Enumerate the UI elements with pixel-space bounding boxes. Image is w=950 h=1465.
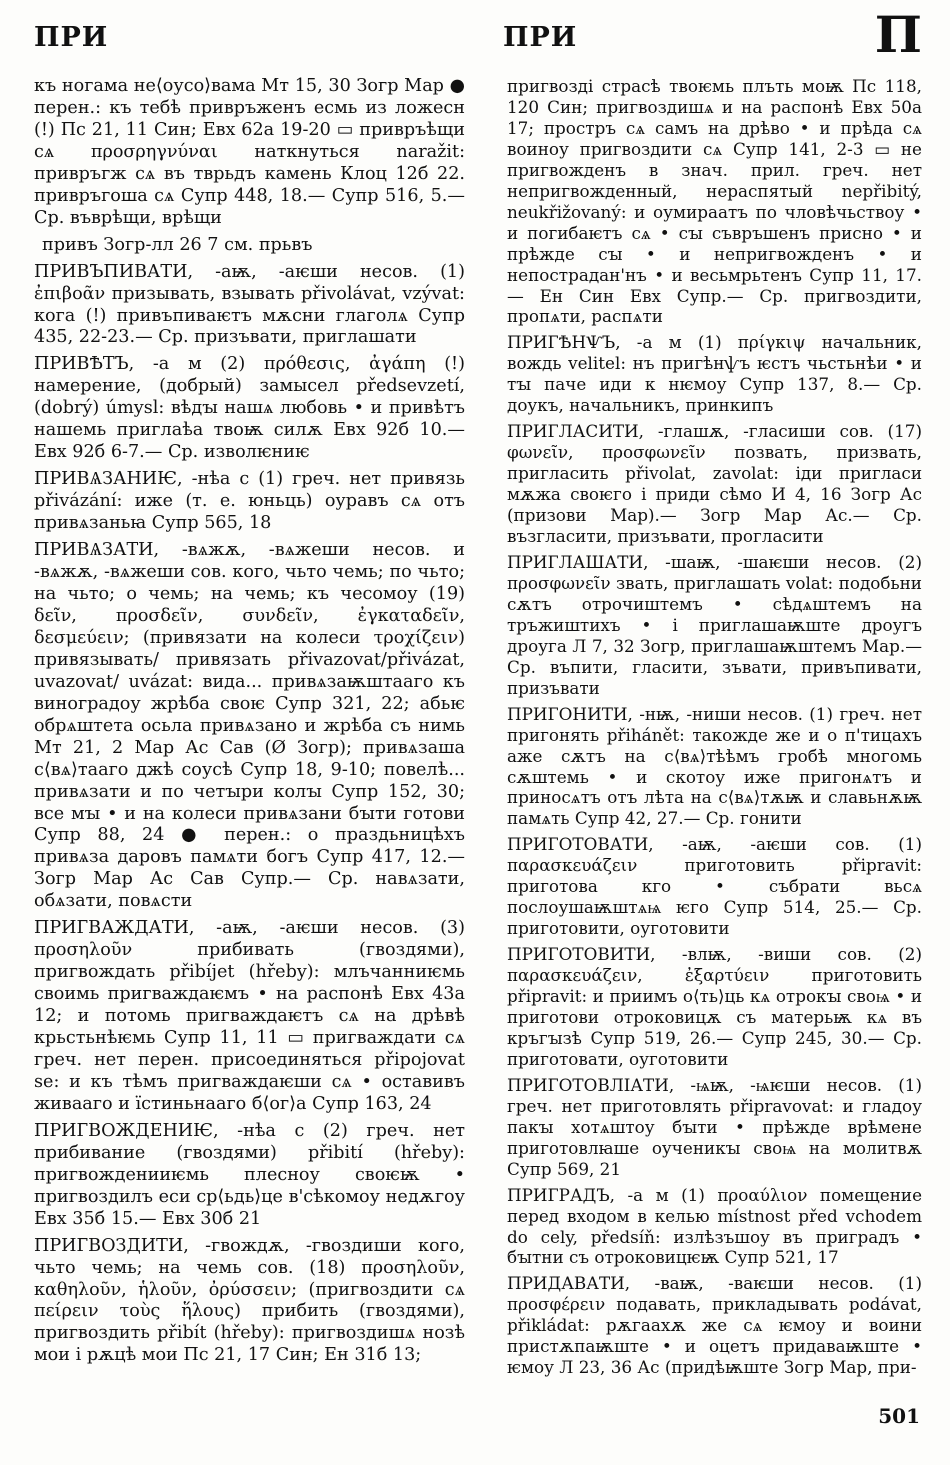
entry-text: ПРИГОТОВЛІАТИ, -ѩѭ, -ѩѥши несов. (1) греч. нет приготовлять připravovat: и гладоу пакꙑ хотѧштоу бꙑти • прѣжде врѣмене приготовлꙗше оученикꙑ своѩ на молитвѫ Супр 569, 21 [507, 1074, 922, 1179]
entry-text: ПРИДАВАТИ, -ваѭ, -ваѥши несов. (1) προσφέρειν подавать, прикладывать podávat, přikládat: рѫгаахѫ же сѧ ѥмоу и воини пристѫпаѭште • и оцетъ придаваѭште • ѥмоу Л 23, 36 Ас (придѣѭште Зогр Мар, при- [507, 1273, 922, 1378]
entry-text: ПРИГЛАСИТИ, -глашѫ, -гласиши сов. (17) φωνεῖν, προσφωνεῖν позвать, призвать, пригласить přivolat, zavolat: іди пригласи мѫжа своѥго і приди сѣмо И 4, 16 Зогр Ас (призови Мар).— Зогр Мар Ас.— Ср. възгласити, призъвати, прогласити [507, 421, 922, 547]
entry-text: привъ Зогр-лл 26 7 см. прьвъ [42, 234, 313, 255]
left-column [34, 76, 465, 1372]
entry-text: ПРИВѢТЪ, -а м (2) πρόθεσις, ἀγάπη (!) намерение, (добрый) замысел předsevzetí, (dobrý) úmysl: вѣдꙑ нашѧ любовь • и привѣтъ нашемь приглаѣа твоѭ силѫ Евх 92б 10.— Евх 92б 6-7.— Ср. изволѥниѥ [34, 354, 465, 463]
entry-text: пригвозді страсѣ твоѥмь плъть моѭ Пс 118, 120 Син; пригвоздишѧ и на распонѣ Евх 50а 17; простръ сѧ самъ на дрѣво • и прѣда сѧ воиноу пригвоздити сѧ Супр 141, 2-3 ▭ не пригвожденъ в знач. прил. греч. нет непригвожденный, нераспятый nepřibitý, neukřižovaný: и оумираатъ по чловѣчьствоу • и погибаѥтъ сѧ • сꙑ съвръшенъ присно • и прѣжде сꙑ • и непригвожденъ • и непострадан'нъ • и весьмрьтенъ Супр 11, 17.— Ен Син Евх Супр.— Ср. пригвоздити, пропѧти, распѧти [507, 76, 922, 327]
entry-text: ПРИГЛАШАТИ, -шаѭ, -шаѥши несов. (2) προσφωνεῖν звать, приглашать volat: подобьни сѫтъ отрочиштемъ • сѣдѧштемъ на тръжиштихъ • і приглашаѭште дроугъ дроуга Л 7, 32 Зогр, приглашаѭштемъ Мар.— Ср. въпити, гласити, зъвати, привъпивати, призъвати [507, 551, 922, 698]
section-letter: П [874, 5, 922, 64]
running-head-left: ПРИ [34, 22, 109, 53]
page-number: 501 [878, 1404, 920, 1428]
entry-text: ПРИГВАЖДАТИ, -аѭ, -аѥши несов. (3) προσηλοῦν прибивать (гвоздями), пригвождать přibíjet (hřeby): млъчанниѥмь своимь пригваждаѥмъ • на распонѣ Евх 43а 12; и потомь пригваждаѥтъ сѧ на дрѣвѣ крьстьнѣѥмь Супр 11, 11 ▭ пригваждати сѧ греч. нет перен. присоединяться připojovat se: и къ тѣмъ пригваждаѥши сѧ • оставивъ живааго и їстиньнааго б⟨ог⟩а Супр 163, 24 [34, 918, 465, 1114]
entry-text: ПРИВЪПИВАТИ, -аѭ, -аѥши несов. (1) ἐπιβοᾶν призывать, взывать přivolávat, vzývat: кога (!) привъпиваѥтъ мѫсни глаголѧ Супр 435, 22-23.— Ср. призъвати, приглашати [34, 261, 465, 348]
running-head-middle: ПРИ [503, 22, 578, 53]
entry-text: ПРИВѦЗАНИѤ, -нѣа с (1) греч. нет привязь přivázání: иже (т. е. юньць) оуравъ сѧ отъ привѧзаньꙗ Супр 565, 18 [34, 469, 465, 534]
entry-text: ПРИГВОЖДЕНИѤ, -нѣа с (2) греч. нет прибивание (гвоздями) přibití (hřeby): пригвожденииѥмь плесноу своѥѭ • пригвоздилъ еси ср⟨ьдь⟩це в'сѣкомоу недѫгоу Евх 35б 15.— Евх 30б 21 [34, 1120, 465, 1229]
entry-text: ПРИГОНИТИ, -нѭ, -ниши несов. (1) греч. нет пригонять přihánět: такожде же и о п'тицахъ аже сѫтъ на с⟨вѧ⟩тѣѣмъ гробѣ многомь сѫштемь • и скотоу иже пригонѧтъ и приносѧтъ отъ лѣта на с⟨вѧ⟩тѫѭ и славьнѫѭ памѧть Супр 42, 27.— Ср. гонити [507, 703, 922, 829]
entry-text: ПРИГВОЗДИТИ, -гвождѫ, -гвоздиши кого, чьто чемь; на чемь сов. (18) προσηλοῦν, καθηλοῦν, ἡλοῦν, ὀρύσσειν; (пригвоздити сѧ πείρειν τοὺς ἥλους) прибить (гвоздями), пригвоздить přibít (hřeby): пригвоздишѧ нозѣ мои і рѫцѣ мои Пс 21, 17 Син; Ен 31б 13; [34, 1235, 465, 1366]
entry-text: ПРИВѦЗАТИ, -вѧжѫ, -вѧжеши несов. и -вѧжѫ, -вѧжеши сов. кого, чьто чемь; по чьто; на чьто; о чемь; на чемь; къ чесомоу (19) δεῖν, προσδεῖν, συνδεῖν, ἐγκαταδεῖν, δεσμεύειν; (привязати на колеси τροχίζειν) привязывать/ привязать přivazovat/přivázat, uvazovat/ uvázat: вида... привѧзаѭштааго къ виноградоу жрѣба своѥ Супр 321, 22; абьѥ обрѧштета осьла привѧзано и жрѣба съ нимь Мт 21, 2 Мар Ас Сав (Ø Зогр); привѧзаша с⟨вѧ⟩тааго джѣ соусѣ Супр 18, 9-10; повелѣ... привѧзати и по четꙑри колꙑ Супр 152, 30; все мꙑ • и на колеси привѧзани бꙑти готови Супр 88, 24 ● перен.: о праздьницѣхъ привѧза даровъ памѧти богъ Супр 417, 12.— Зогр Мар Ас Сав Супр.— Ср. навѧзати, обѧзати, повѧсти [34, 540, 465, 912]
entry-text: ПРИГРАДЪ, -а м (1) προαύλιον помещение перед входом в келью místnost před vchodem do cely, předsíň: излѣзъшоу въ приградъ • бꙑтни съ отроковицѥѭ Супр 521, 17 [507, 1184, 922, 1268]
right-column [507, 76, 922, 1383]
entry-text: ПРИГѢНѰЪ, -а м (1) πρίγκιψ начальник, вождь velitel: нъ пригѣнѱъ ѥстъ чьстьнѣи • и тꙑ паче иди к нѥмоу Супр 137, 8.— Ср. доукъ, начальникъ, принкипъ [507, 332, 922, 416]
entry-text: ПРИГОТОВИТИ, -влѭ, -виши сов. (2) παρασκευάζειν, ἐξαρτύειν приготовить připravit: и приимъ о⟨ть⟩ць кѧ отрокꙑ своѩ • и приготови отроковицѫ съ матерьѭ кѧ въ кръгꙑзѣ Супр 519, 26.— Супр 245, 30.— Ср. приготовати, оуготовити [507, 944, 922, 1069]
entry-text: къ ногама не⟨оусо⟩вама Мт 15, 30 Зогр Мар ● перен.: къ тебѣ привръженъ есмь из ложесн (!) Пс 21, 11 Син; Евх 62а 19-20 ▭ привръѣщи сѧ προσρηγνύναι наткнуться naražit: привръгж сѧ въ тврьдъ камень Клоц 12б 22. привръгоша сѧ Супр 448, 18.— Супр 516, 5.— Ср. въврѣщи, врѣщи [34, 76, 465, 228]
entry-text: ПРИГОТОВАТИ, -аѭ, -аѥши сов. (1) παρασκευάζειν приготовить připravit: приготова кго • събрати вьсѧ послоушаѭштѧѩ ѥго Супр 514, 25.— Ср. приготовити, оуготовити [507, 834, 922, 939]
